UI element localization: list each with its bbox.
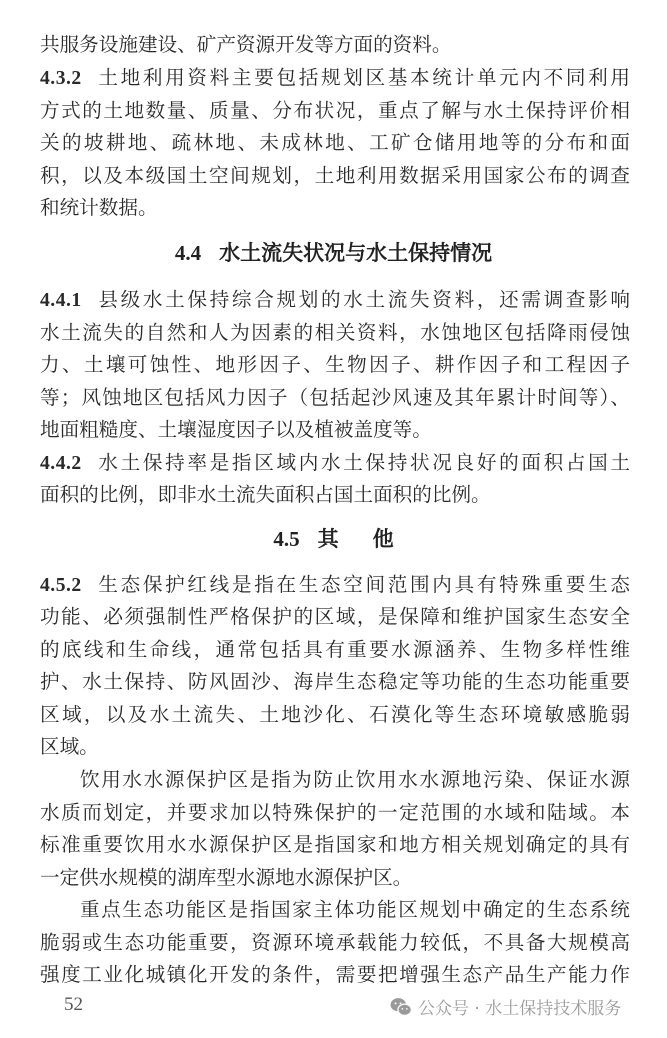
text-line: 和统计数据。 — [40, 196, 158, 219]
paragraph-drinking-water: 饮用水水源保护区是指为防止饮用水水源地污染、保证水源 — [80, 768, 630, 791]
text-line: 一定供水规模的湖库型水源地水源保护区。 — [40, 866, 413, 889]
heading-title: 水土流失状况与水土保持情况 — [219, 241, 493, 265]
text-line: 功能、必须强制性严格保护的区域，是保障和维护国家生态安全 — [40, 605, 630, 628]
clause-number: 4.3.2 — [40, 68, 82, 89]
clause-4-3-2: 4.3.2 土地利用资料主要包括规划区基本统计单元内不同利用 — [40, 66, 630, 89]
text-line: 力、土壤可蚀性、地形因子、生物因子、耕作因子和工程因子 — [40, 353, 630, 376]
clause-4-4-2: 4.4.2 水土保持率是指区域内水土保持状况良好的面积占国土 — [40, 451, 630, 474]
watermark — [390, 994, 621, 1019]
wechat-icon — [390, 997, 412, 1017]
text-line: 共服务设施建设、矿产资源开发等方面的资料。 — [40, 33, 452, 56]
text-line: 水质而划定，并要求加以特殊保护的一定范围的水域和陆域。本 — [40, 801, 630, 824]
text-line: 关的坡耕地、疏林地、未成林地、工矿仓储用地等的分布和面 — [40, 131, 630, 154]
clause-number: 4.4.2 — [40, 453, 82, 474]
heading-number: 4.5 — [273, 527, 300, 551]
text-line: 区域。 — [40, 735, 99, 758]
text-line: 方式的土地数量、质量、分布状况，重点了解与水土保持评价相 — [40, 99, 630, 122]
text-line: 护、水土保持、防风固沙、海岸生态稳定等功能的生态功能重要 — [40, 670, 630, 693]
text-line: 水土流失的自然和人为因素的相关资料，水蚀地区包括降雨侵蚀 — [40, 321, 630, 344]
section-heading-4-4 — [0, 239, 667, 267]
text-line: 脆弱或生态功能重要，资源环境承载能力较低，不具备大规模高 — [40, 931, 630, 954]
text-line: 区域，以及水土流失、土地沙化、石漠化等生态环境敏感脆弱 — [40, 703, 630, 726]
clause-4-4-1: 4.4.1 县级水土保持综合规划的水土流失资料，还需调查影响 — [40, 288, 630, 311]
heading-number: 4.4 — [174, 241, 202, 265]
text-line: 标准重要饮用水水源保护区是指国家和地方相关规划确定的具有 — [40, 833, 630, 856]
watermark-text: 公众号 · 水土保持技术服务 — [418, 999, 622, 1019]
clause-number: 4.4.1 — [40, 290, 82, 311]
paragraph-key-ecological-zone: 重点生态功能区是指国家主体功能区规划中确定的生态系统 — [80, 898, 630, 921]
section-heading-4-5: 4.5 其 他 — [273, 527, 394, 551]
text-line: 积，以及本级国土空间规划，土地利用数据采用国家公布的调查 — [40, 164, 630, 187]
page-number: 52 — [64, 994, 83, 1015]
clause-number: 4.5.2 — [40, 575, 82, 596]
text-line: 地面粗糙度、土壤湿度因子以及植被盖度等。 — [40, 418, 432, 441]
text-line: 等；风蚀地区包括风力因子（包括起沙风速及其年累计时间等）、 — [40, 386, 630, 409]
text-line: 的底线和生命线，通常包括具有重要水源涵养、生物多样性维 — [40, 638, 630, 661]
clause-4-5-2: 4.5.2 生态保护红线是指在生态空间范围内具有特殊重要生态 — [40, 573, 630, 596]
text-line: 面积的比例，即非水土流失面积占国土面积的比例。 — [40, 483, 491, 506]
text-line: 强度工业化城镇化开发的条件，需要把增强生态产品生产能力作 — [40, 963, 630, 986]
